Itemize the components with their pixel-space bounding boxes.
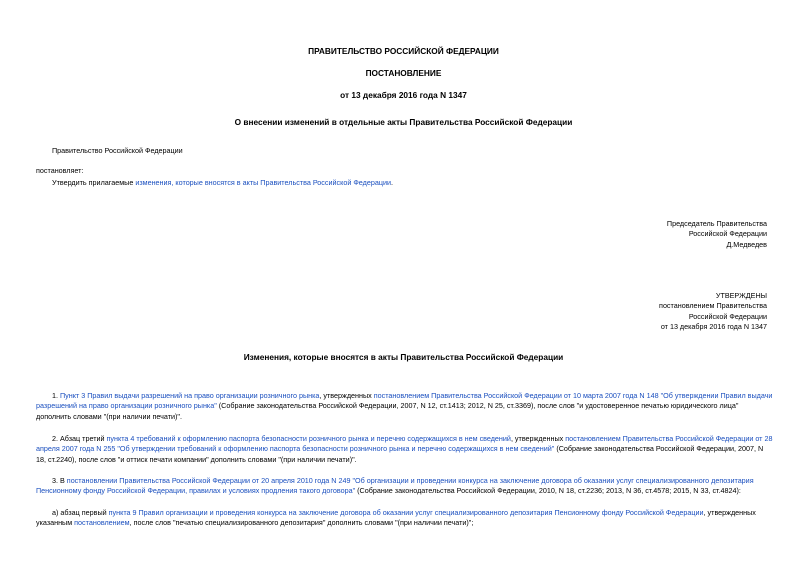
approved-line-1: УТВЕРЖДЕНЫ: [715, 291, 767, 300]
signature-block: [667, 219, 767, 250]
doc-type-heading: ПОСТАНОВЛЕНИЕ: [365, 68, 442, 78]
intro-text: Правительство Российской Федерации: [52, 146, 183, 155]
signature-line-1: Председатель Правительства: [666, 219, 767, 228]
signature-line-2: Российской Федерации: [688, 229, 767, 239]
p3-number: 3. В: [52, 476, 67, 485]
decides-text: постановляет:: [36, 166, 84, 175]
p4-text-a: , утвержденных указанным: [36, 508, 756, 528]
change-paragraph-3: [36, 476, 774, 497]
p2-link-requirements[interactable]: пункта 4 требований к оформлению паспорта безопасности розничного рынка и перечню содержащихся в нем сведений: [106, 434, 511, 443]
p4-link-resolution[interactable]: постановлением: [74, 518, 130, 528]
doc-title: О внесении изменений в отдельные акты Правительства Российской Федерации: [234, 117, 573, 127]
p2-link-resolution[interactable]: постановлением Правительства Российской Федерации от 28 апреля 2007 года N 255 "Об утверждении требований к оформлению паспорта безопасности розничного рынка и перечню содержащихся в нем сведений": [36, 434, 773, 454]
doc-date: от 13 декабря 2016 года N 1347: [340, 90, 467, 100]
p2-number: 2. Абзац третий: [52, 434, 107, 443]
approve-post: .: [390, 178, 393, 187]
p1-number: 1.: [52, 391, 60, 400]
p1-link-resolution[interactable]: постановлением Правительства Российской Федерации от 10 марта 2007 года N 148 "Об утверждении Правил выдачи разрешений на право организации розничного рынка": [36, 391, 773, 411]
p4-prefix: а) абзац первый: [52, 508, 109, 517]
change-paragraph-2: [36, 434, 774, 465]
government-heading: ПРАВИТЕЛЬСТВО РОССИЙСКОЙ ФЕДЕРАЦИИ: [308, 46, 499, 56]
p3-text: (Собрание законодательства Российской Федерации, 2010, N 18, ст.2236; 2013, N 36, ст.4578; 2015, N 33, ст.4824):: [355, 486, 741, 496]
p3-link-resolution[interactable]: постановлении Правительства Российской Федерации от 20 апреля 2010 года N 249 "Об организации и проведении конкурса на заключение договора об оказании услуг специализированного депозитария Пенсионному фонду Российской Федерации, правилах и условиях продления такого договора": [36, 476, 754, 496]
p2-text-a: , утвержденных: [510, 434, 566, 443]
signature-line-3: Д.Медведев: [726, 239, 767, 249]
p1-link-rules[interactable]: Пункт 3 Правил выдачи разрешений на право организации розничного рынка: [60, 391, 320, 400]
change-paragraph-4: [36, 508, 774, 529]
approved-line-2: постановлением Правительства: [659, 301, 767, 311]
p4-link-rules[interactable]: пункта 9 Правил организации и проведения конкурса на заключение договора об оказании услуг специализированного депозитария Пенсионному фонду Российской Федерации: [108, 508, 704, 517]
p1-text-b: (Собрание законодательства Российской Федерации, 2007, N 12, ст.1413; 2012, N 25, ст.3369), после слов "и удостоверенное печатью юридического лица" дополнить словами "(при наличии печати)".: [36, 401, 739, 421]
change-paragraph-1: [36, 391, 774, 422]
p2-text-b: (Собрание законодательства Российской Федерации, 2007, N 18, ст.2240), после слов "и оттиск печати компании" дополнить словами "(при наличии печати)".: [36, 444, 764, 464]
approve-paragraph: [52, 178, 393, 188]
changes-title: Изменения, которые вносятся в акты Правительства Российской Федерации: [243, 352, 564, 362]
approved-line-3: Российской Федерации: [688, 311, 767, 321]
approve-link[interactable]: изменения, которые вносятся в акты Правительства Российской Федерации: [135, 178, 391, 187]
approve-pre: Утвердить прилагаемые: [52, 178, 136, 187]
p1-text-a: , утвержденных: [319, 391, 374, 400]
p4-text-b: , после слов "печатью специализированного депозитария" дополнить словами "(при наличии печати)";: [129, 518, 474, 528]
approved-line-4: от 13 декабря 2016 года N 1347: [660, 321, 767, 331]
approved-block: [659, 291, 767, 332]
